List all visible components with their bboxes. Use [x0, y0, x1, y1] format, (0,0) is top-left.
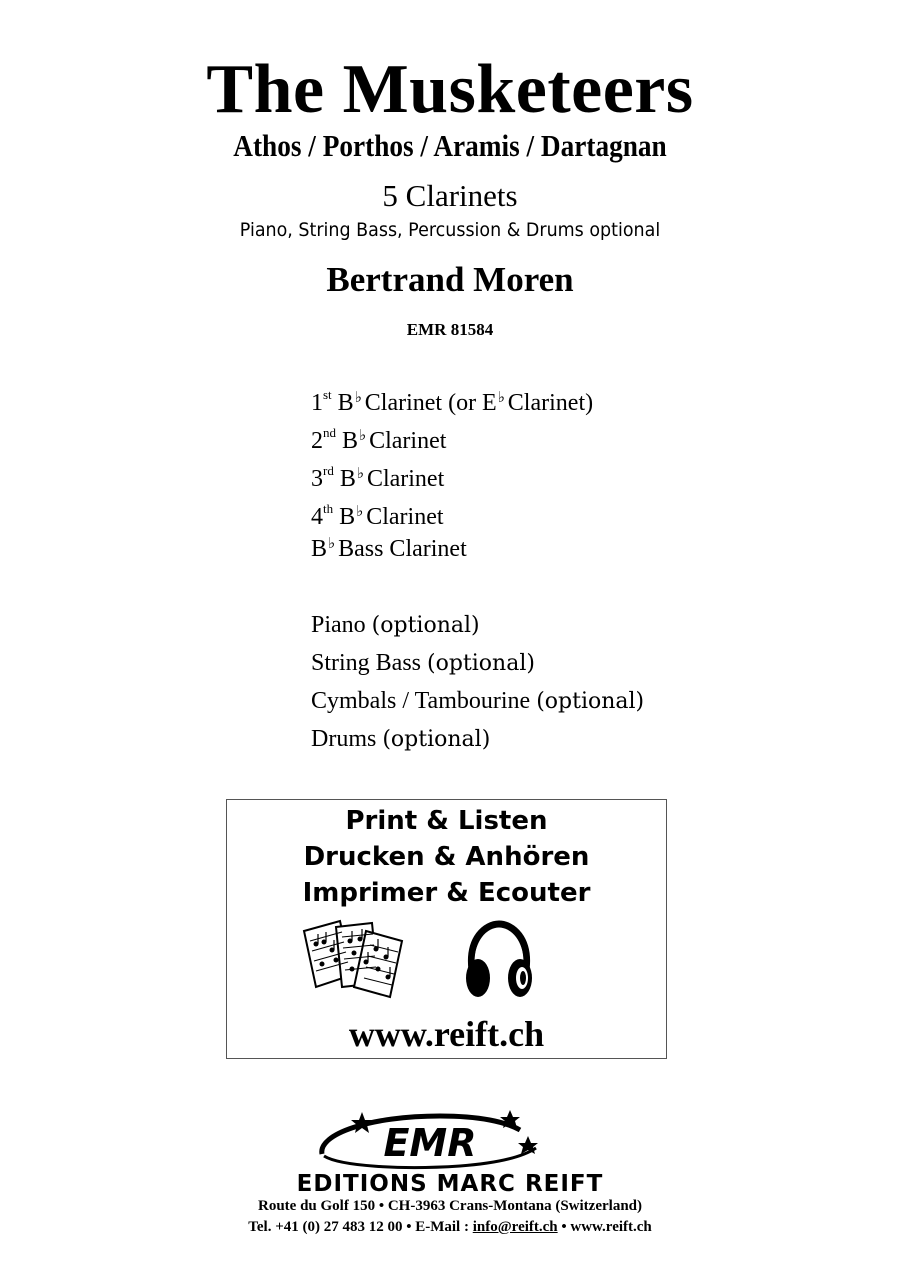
contact-phone: Tel. +41 (0) 27 483 12 00 • E-Mail :: [248, 1219, 473, 1235]
ensemble: 5 Clarinets: [382, 178, 518, 213]
instrument-2: [311, 416, 644, 454]
instrument-list: [311, 378, 644, 758]
flat-sign: ♭: [354, 388, 362, 406]
instrument-name: Cymbals / Tambourine: [311, 688, 531, 714]
instrument-1: [311, 378, 644, 416]
ordinal-suffix: nd: [323, 425, 336, 440]
optional-instrument-cymbals: [311, 682, 644, 720]
optional-label: (optional): [382, 727, 491, 752]
promo-line-french: Imprimer & Ecouter: [302, 878, 591, 908]
promo-line-english: Print & Listen: [345, 806, 548, 836]
ordinal-suffix: rd: [323, 463, 334, 478]
key-letter: B: [337, 390, 354, 416]
optional-instrument-string-bass: [311, 644, 644, 682]
instrument-number: 4: [311, 504, 323, 530]
instrument-5: [311, 530, 644, 568]
flat-sign: ♭: [328, 534, 336, 552]
instrument-name: Clarinet: [366, 466, 445, 492]
composer: Bertrand Moren: [326, 260, 574, 299]
ordinal-suffix: st: [323, 387, 332, 402]
promo-line-german: Drucken & Anhören: [303, 842, 590, 872]
instrument-name-tail: Clarinet): [507, 390, 594, 416]
instrument-name: Clarinet: [366, 504, 444, 530]
instrument-number: 2: [311, 428, 323, 454]
flat-sign: ♭: [497, 388, 505, 406]
instrument-number: 3: [311, 466, 323, 492]
instrument-4: [311, 492, 644, 530]
optional-instrument-piano: [311, 606, 644, 644]
flat-sign: ♭: [356, 464, 364, 482]
flat-sign: ♭: [356, 502, 364, 520]
emr-logo-text: EMR: [383, 1121, 477, 1165]
instrument-name: Clarinet (or E: [364, 390, 497, 416]
publisher-name: EDITIONS MARC REIFT: [296, 1171, 604, 1197]
instrument-name: Drums: [311, 726, 377, 752]
publisher-address: Route du Golf 150 • CH-3963 Crans-Montana (Switzerland): [258, 1198, 642, 1214]
optional-label: (optional): [371, 613, 480, 638]
key-letter: B: [339, 466, 356, 492]
instrument-number: 1: [311, 390, 323, 416]
promo-website-link[interactable]: www.reift.ch: [348, 1014, 545, 1054]
page-title: The Musketeers: [206, 51, 694, 128]
print-listen-box: [226, 799, 667, 1059]
flat-sign: ♭: [359, 426, 367, 444]
key-letter: B: [339, 504, 356, 530]
publisher-contact: [0, 1217, 900, 1237]
ordinal-suffix: th: [323, 501, 334, 516]
optional-label: (optional): [427, 651, 535, 676]
key-letter: B: [311, 536, 328, 562]
optional-instrument-drums: [311, 720, 644, 758]
headphones-icon: [464, 920, 534, 1002]
instrument-name: Clarinet: [369, 428, 447, 454]
optional-instruments-line: Piano, String Bass, Percussion & Drums optional: [239, 219, 661, 241]
instrument-name: String Bass: [311, 650, 422, 676]
instrument-name: Piano: [311, 612, 366, 638]
contact-website[interactable]: • www.reift.ch: [557, 1219, 652, 1235]
optional-label: (optional): [536, 689, 645, 714]
email-link[interactable]: info@reift.ch: [472, 1219, 558, 1235]
subtitle: Athos / Porthos / Aramis / Dartagnan: [233, 128, 667, 163]
instrument-name: Bass Clarinet: [338, 536, 467, 562]
key-letter: B: [342, 428, 359, 454]
sheet-music-icon: [300, 917, 412, 1001]
emr-logo-icon: [310, 1110, 550, 1172]
catalog-number: EMR 81584: [406, 320, 494, 339]
instrument-3: [311, 454, 644, 492]
list-spacer: [311, 568, 644, 606]
